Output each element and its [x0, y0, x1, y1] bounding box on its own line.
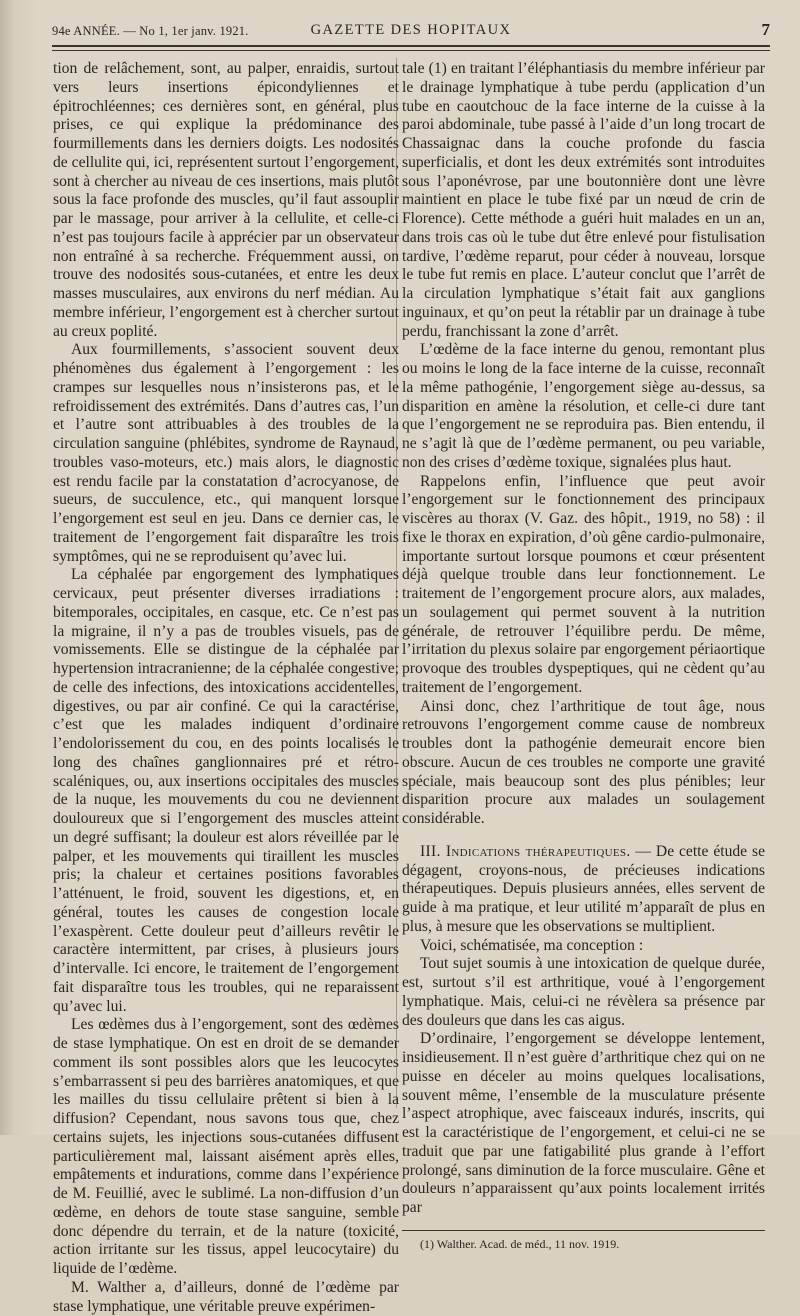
journal-title: GAZETTE DES HOPITAUX [310, 22, 512, 38]
footnote-rule [402, 1230, 765, 1231]
paragraph: Voici, schématisée, ma conception : [420, 936, 644, 954]
right-column [402, 60, 765, 1252]
paragraph: Rappelons enfin, l’influence que peut avoir l’engorgement sur le fonctionnement des principaux viscères au thorax (V. Gaz. des hôpit., 1919, no 58) : il fixe le thorax en expiration, d’où gêne cardio-pulmonaire, importante surtout lorsque poumons et cœur présentent déjà quelque trouble dans leur fonctionnement. Le traitement de l’engorgement procure alors, aux malades, un soulagement qui permet souvent à la nutrition générale, de retrouver l’équilibre perdu. De même, l’irritation du plexus solaire par engorgement périaortique provoque des troubles dyspeptiques, qui ne cèdent qu’au traitement de l’engorgement. [402, 472, 765, 696]
page-header [52, 14, 770, 46]
footnote: (1) Walther. Acad. de méd., 11 nov. 1919. [420, 1236, 620, 1251]
paragraph: Les œdèmes dus à l’engorgement, sont des œdèmes de stase lymphatique. On est en droit de se demander comment ils sont possibles alors que les leucocytes s’embarrassent si peu des barrières anatomiques, et que les mailles du tissu cellulaire prêtent si bien à la diffusion? Cependant, nous savons tous que, chez certains sujets, les injections sous-cutanées diffusent particulièrement mal, laissant aisément après elles, empâtements et indurations, comme dans l’expérience de M. Feuillié, avec le sublimé. La non-diffusion d’un œdème, en dehors de toute stase sanguine, semble donc dépendre du terrain, et de la nature (toxicité, action irritante sur les tissus, appel leucocytaire) du liquide de l’œdème. [53, 1016, 399, 1277]
paragraph: Ainsi donc, chez l’arthritique de tout âge, nous retrouvons l’engorgement comme cause de nombreux troubles dont la pathogénie demeurait encore bien obscure. Aucun de ces troubles ne comporte une gravité spéciale, mais beaucoup sont des plus pénibles; leur disparition procure aux malades un soulagement considérable. [402, 697, 765, 827]
paragraph: tion de relâchement, sont, au palper, enraidis, surtout vers leurs insertions épicondyliennes et épitrochléennes; ces dernières sont, en général, plus prises, ce qui explique la prédominance des fourmillements dans les derniers doigts. Les nodosités de cellulite qui, ici, représentent surtout l’engorgement, sont à chercher au niveau de ces insertions, mais plutôt sous la face profonde des muscles, qu’il faut assouplir par le massage, pour arriver à la cellulite, et celle-ci n’est pas toujours facile à apprécier par un observateur non entraîné à sa recherche. Fréquemment aussi, on trouve des nodosités sous-cutanées, et entre les deux masses musculaires, aux environs du nerf médian. Au membre inférieur, l’engorgement est à chercher surtout au creux poplité. [53, 60, 399, 340]
section-heading: III. Indications thérapeutiques. [420, 842, 631, 860]
left-column [53, 60, 399, 1316]
paragraph: L’œdème de la face interne du genou, remontant plus ou moins le long de la face interne de la cuisse, reconnaît la même pathogénie, l’engorgement siège au-dessus, sa disparition en amène la résolution, et celle-ci dure tant que l’engorgement ne se reproduira pas. Bien entendu, il ne s’agit là que de l’œdème permanent, ou peu variable, non des crises d’œdème toxique, signalées plus haut. [402, 341, 765, 471]
header-rule-thick [52, 45, 770, 47]
paragraph: Aux fourmillements, s’associent souvent deux phénomènes dus également à l’engorgement : les crampes sur lesquelles nous n’insisterons pas, et le refroidissement des extrémités. Dans d’autres cas, l’un et l’autre sont attribuables à des troubles de la circulation sanguine (phlébites, syndrome de Raynaud, troubles vaso-moteurs, etc.) mais alors, le diagnostic est rendu facile par la constatation d’acrocyanose, de sueurs, de succulence, etc., qui manquent lorsque l’engorgement est seul en jeu. Dans ce dernier cas, le traitement de l’engorgement fait disparaître les trois symptômes, qui ne se reproduisent qu’avec lui. [53, 341, 399, 565]
section-text: — De cette étude se dégagent, croyons-nous, de précieuses indications thérapeutiques. Depuis plusieurs années, elles servent de guide à ma pratique, et leur utilité m’apparaît de plus en plus, à mesure que les observations se multiplient. [402, 842, 765, 935]
paragraph: M. Walther a, d’ailleurs, donné de l’œdème par stase lymphatique, une véritable preuve expérimen- [53, 1278, 399, 1315]
paragraph: D’ordinaire, l’engorgement se développe lentement, insidieusement. Il n’est guère d’arthritique chez qui on ne puisse en déceler au moins quelques localisations, souvent même, l’ensemble de la musculature présente l’aspect atrophique, avec faisceaux indurés, inscrits, qui est la caractéristique de l’engorgement, et celui-ci ne se traduit que par une fatigabilité plus grande à l’effort prolongé, sans diminution de la force musculaire. Gêne et douleurs n’apparaissent qu’aux points localement irrités par [402, 1030, 765, 1216]
paragraph: tale (1) en traitant l’éléphantiasis du membre inférieur par le drainage lymphatique à tube perdu (application d’un tube en caoutchouc de la face interne de la cuisse à la paroi abdominale, tube passé à l’aide d’un long trocart de Chassaignac dans la couche profonde du fascia superficialis, et dont les deux extrémités sont introduites sous l’aponévrose, par une boutonnière dont une lèvre maintient en place le tube fixé par un nœud de crin de Florence). Cette méthode a guéri huit malades en un an, dans trois cas où le tube dut être enlevé pour fistulisation tardive, l’œdème reparut, pour céder à nouveau, lorsque le tube fut remis en place. L’auteur conclut que l’arrêt de la circulation lymphatique s’était fait aux ganglions inguinaux, et qu’on peut la rétablir par un drainage à tube perdu, franchissant la zone d’arrêt. [402, 60, 765, 340]
page-number: 7 [761, 20, 770, 39]
paragraph: Tout sujet soumis à une intoxication de quelque durée, est, surtout s’il est arthritique, voué à l’engorgement lymphatique. Mais, celui-ci ne révèlera sa présence par des douleurs que dans les cas aigus. [402, 955, 765, 1029]
paragraph: La céphalée par engorgement des lymphatiques cervicaux, peut présenter diverses irradiations : bitemporales, occipitales, en casque, etc. Ce n’est pas la migraine, il n’y a pas de troubles visuels, pas de vomissements. Elle se distingue de la céphalée par hypertension intracranienne; de la céphalée congestive; de celle des infections, des intoxications accidentelles, digestives, ou par air confiné. Ce qui la caractérise, c’est que les malades indiquent d’ordinaire l’endolorissement du cou, en des points localisés le long des chaînes ganglionnaires pré et rétro-scaléniques, ou, aux insertions occipitales des muscles de la nuque, les mouvements du cou ne deviennent douloureux que si l’engorgement des muscles atteint un degré suffisant; la douleur est alors réveillée par le palper, et les mouvements qui tiraillent les muscles pris; la chaleur et certaines positions favorables l’atténuent, le froid, souvent les digestions, et, en général, toutes les causes de congestion locale l’exaspèrent. Cette douleur peut d’ailleurs revêtir le caractère intermittent, par crises, à plusieurs jours d’intervalle. Ici encore, le traitement de l’engorgement fait disparaître tous les troubles, qui ne reparaissent qu’avec lui. [53, 566, 399, 1015]
section-paragraph [402, 843, 765, 937]
issue-info: 94e ANNÉE. — No 1, 1er janv. 1921. [52, 24, 249, 38]
header-rule-thin [52, 50, 770, 51]
